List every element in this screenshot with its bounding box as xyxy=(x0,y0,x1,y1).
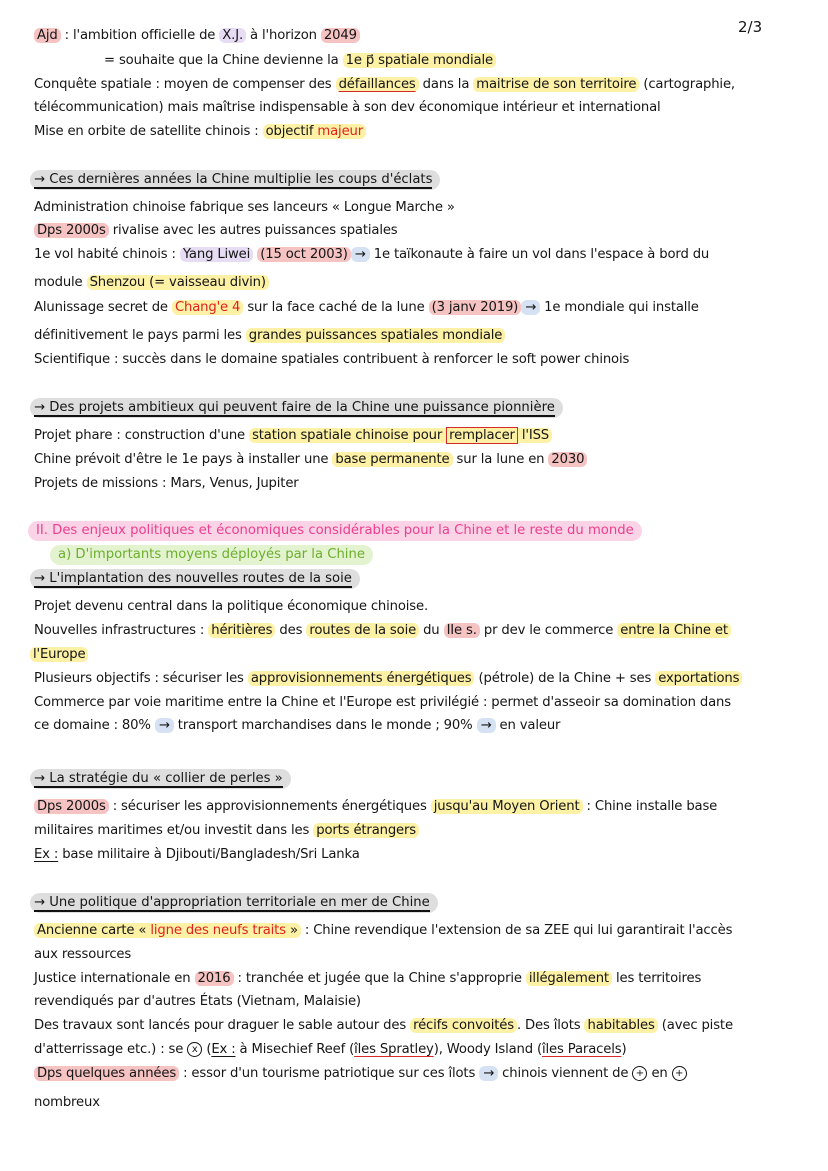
text-spratley: îles Spratley xyxy=(354,1042,434,1057)
text: dans la xyxy=(418,77,474,92)
text: Conquête spatiale : moyen de compenser des xyxy=(34,77,336,92)
s3-line-4 xyxy=(34,669,742,689)
highlight-date: (3 janv 2019) xyxy=(429,300,522,315)
highlight-dps2000s: Dps 2000s xyxy=(34,799,109,814)
text: en valeur xyxy=(495,718,561,733)
s1-line-3 xyxy=(34,245,709,265)
s2-line-1 xyxy=(34,426,552,446)
highlight-century: IIe s. xyxy=(444,623,480,638)
highlight-2016: 2016 xyxy=(195,971,234,986)
text: Justice internationale en xyxy=(34,971,195,986)
highlight-power: 1e p⃗ spatiale mondiale xyxy=(343,53,496,68)
highlight-ajd: Ajd xyxy=(34,28,61,43)
s5-line-6 xyxy=(34,1040,626,1060)
highlight-shenzou: Shenzou (= vaisseau divin) xyxy=(87,275,269,290)
highlight-date: (15 oct 2003) xyxy=(257,247,351,262)
arrow-icon: → xyxy=(351,247,370,262)
text: sur la face caché de la lune xyxy=(243,300,429,315)
text: (cartographie, xyxy=(639,77,735,92)
s4-line-2 xyxy=(34,821,419,841)
text: à Misechief Reef ( xyxy=(235,1042,355,1057)
s5-line-7 xyxy=(34,1064,687,1084)
s4-line-3 xyxy=(34,845,360,865)
s5-line-4: revendiqués par d'autres États (Vietnam, Malaisie) xyxy=(34,994,361,1009)
s5-line-8: nombreux xyxy=(34,1095,100,1110)
heading-text: → L'implantation des nouvelles routes de la soie xyxy=(34,571,352,586)
text-ex: Ex : xyxy=(211,1042,236,1057)
text-ligne: ligne des neufs traits xyxy=(150,923,286,938)
text: » xyxy=(285,923,298,938)
text: chinois viennent de xyxy=(498,1066,633,1081)
highlight: l'Europe xyxy=(30,647,88,662)
text-ex: Ex : xyxy=(34,847,59,862)
highlight-xj: X.J. xyxy=(219,28,246,43)
text: : tranchée et jugée que la Chine s'approprie xyxy=(233,971,526,986)
highlight-yang-liwei: Yang Liwei xyxy=(180,247,253,262)
s1-line-6 xyxy=(34,326,505,346)
highlight-puissances: grandes puissances spatiales mondiale xyxy=(246,328,505,343)
text: 1e vol habité chinois : xyxy=(34,247,180,262)
s5-line-1 xyxy=(34,921,732,941)
text: : l'ambition officielle de xyxy=(60,28,220,43)
text: = souhaite que la Chine devienne la xyxy=(104,53,343,68)
text: pr dev le commerce xyxy=(479,623,618,638)
s4-line-1 xyxy=(34,797,717,817)
circled-plus-icon: + xyxy=(632,1066,647,1081)
text: Chine prévoit d'être le 1e pays à installer une xyxy=(34,452,333,467)
highlight-defaillances: défaillances xyxy=(336,77,419,92)
s1-line-2 xyxy=(34,221,398,241)
text: Mise en orbite de satellite chinois : xyxy=(34,124,263,139)
part-subtitle: a) D'importants moyens déployés par la Chine xyxy=(50,545,373,565)
highlight: exportations xyxy=(655,671,742,686)
heading-text: → Des projets ambitieux qui peuvent faire de la Chine une puissance pionnière xyxy=(34,400,555,415)
s3-line-6 xyxy=(34,716,560,736)
text: du xyxy=(419,623,444,638)
highlight: récifs convoités xyxy=(410,1018,517,1033)
text: 1e taïkonaute à faire un vol dans l'espace à bord du xyxy=(369,247,710,262)
text: (pétrole) de la Chine + ses xyxy=(474,671,656,686)
s2-line-2 xyxy=(34,450,587,470)
heading-text: → La stratégie du « collier de perles » xyxy=(34,771,283,786)
text: Nouvelles infrastructures : xyxy=(34,623,209,638)
highlight-change4: Chang'e 4 xyxy=(172,300,243,315)
highlight-dps2000s: Dps 2000s xyxy=(34,223,109,238)
highlight: jusqu'au Moyen Orient xyxy=(431,799,583,814)
highlight: habitables xyxy=(584,1018,657,1033)
intro-line-3 xyxy=(34,75,735,95)
text: ( xyxy=(202,1042,212,1057)
text: d'atterrissage etc.) : se xyxy=(34,1042,188,1057)
text: en xyxy=(647,1066,672,1081)
boxed-remplacer: remplacer xyxy=(446,427,518,444)
s1-line-7: Scientifique : succès dans le domaine spatiales contribuent à renforcer le soft power chinois xyxy=(34,352,630,367)
highlight: illégalement xyxy=(526,971,612,986)
highlight-base: base permanente xyxy=(332,452,452,467)
text: objectif xyxy=(265,124,318,139)
text: : essor d'un tourisme patriotique sur ces îlots xyxy=(179,1066,480,1081)
section-heading-coups-eclats xyxy=(30,170,440,190)
text: ) xyxy=(621,1042,627,1057)
text: station spatiale chinoise pour xyxy=(252,428,447,443)
text: base militaire à Djibouti/Bangladesh/Sri Lanka xyxy=(58,847,360,862)
text: : Chine installe base xyxy=(582,799,718,814)
section-heading-projets xyxy=(30,398,563,418)
text: Plusieurs objectifs : sécuriser les xyxy=(34,671,248,686)
intro-line-2 xyxy=(104,51,496,71)
page-number: 2/3 xyxy=(738,18,763,36)
highlight-2049: 2049 xyxy=(321,28,360,43)
highlight-2030: 2030 xyxy=(548,452,587,467)
text: à l'horizon xyxy=(246,28,321,43)
text: module xyxy=(34,275,87,290)
text: rivalise avec les autres puissances spatiales xyxy=(108,223,398,238)
s3-line-5: Commerce par voie maritime entre la Chine et l'Europe est privilégié : permet d'asseoir sa domination dans xyxy=(34,695,731,710)
heading-text: → Ces dernières années la Chine multiplie les coups d'éclats xyxy=(34,172,433,187)
s5-line-5 xyxy=(34,1016,733,1036)
text: Projet phare : construction d'une xyxy=(34,428,250,443)
intro-line-5 xyxy=(34,122,366,142)
text: sur la lune en xyxy=(452,452,549,467)
highlight-territoire: maitrise de son territoire xyxy=(473,77,639,92)
intro-line-1 xyxy=(34,26,360,46)
text: ce domaine : 80% xyxy=(34,718,155,733)
s3-line-3 xyxy=(30,645,88,665)
highlight: routes de la soie xyxy=(306,623,419,638)
text: : sécuriser les approvisionnements énergétiques xyxy=(108,799,431,814)
arrow-icon: → xyxy=(521,300,540,315)
intro-line-4: télécommunication) mais maîtrise indispensable à son dev économique intérieur et international xyxy=(34,100,661,115)
arrow-icon: → xyxy=(479,1066,498,1081)
text: les territoires xyxy=(611,971,702,986)
s2-line-3: Projets de missions : Mars, Venus, Jupiter xyxy=(34,476,299,491)
text: Des travaux sont lancés pour draguer le sable autour des xyxy=(34,1018,411,1033)
text: transport marchandises dans le monde ; 90% xyxy=(173,718,477,733)
s1-line-4 xyxy=(34,273,269,293)
text-paracels: îles Paracels xyxy=(542,1042,622,1057)
s5-line-2: aux ressources xyxy=(34,947,132,962)
text: : Chine revendique l'extension de sa ZEE qui lui garantirait l'accès xyxy=(300,923,733,938)
text: Ancienne carte « xyxy=(37,923,151,938)
text-majeur: majeur xyxy=(317,124,364,139)
s1-line-5 xyxy=(34,298,699,318)
text: militaires maritimes et/ou investit dans les xyxy=(34,823,314,838)
s5-line-3 xyxy=(34,969,701,989)
text: ), Woody Island ( xyxy=(433,1042,543,1057)
s3-line-2 xyxy=(34,621,731,641)
text: . Des îlots xyxy=(516,1018,585,1033)
text: Alunissage secret de xyxy=(34,300,172,315)
circled-plus-icon: + xyxy=(672,1066,687,1081)
s1-line-1: Administration chinoise fabrique ses lanceurs « Longue Marche » xyxy=(34,200,455,215)
section-heading-collier xyxy=(30,769,291,789)
text: 1e mondiale qui installe xyxy=(540,300,699,315)
s3-line-1: Projet devenu central dans la politique économique chinoise. xyxy=(34,599,429,614)
highlight: approvisionnements énergétiques xyxy=(248,671,475,686)
highlight-dps-annees: Dps quelques années xyxy=(34,1066,179,1081)
text: des xyxy=(275,623,307,638)
highlight: héritières xyxy=(208,623,275,638)
text: définitivement le pays parmi les xyxy=(34,328,246,343)
highlight: entre la Chine et xyxy=(617,623,731,638)
heading-text: → Une politique d'appropriation territoriale en mer de Chine xyxy=(34,895,430,910)
part-title: II. Des enjeux politiques et économiques considérables pour la Chine et le reste du monde xyxy=(28,521,642,541)
arrow-icon: → xyxy=(155,718,174,733)
arrow-icon: → xyxy=(477,718,496,733)
section-heading-mer-chine xyxy=(30,893,438,913)
text: l'ISS xyxy=(517,428,550,443)
section-heading-routes-soie xyxy=(30,569,360,589)
text: (avec piste xyxy=(657,1018,733,1033)
highlight: ports étrangers xyxy=(313,823,419,838)
circled-x-icon: x xyxy=(187,1042,202,1057)
